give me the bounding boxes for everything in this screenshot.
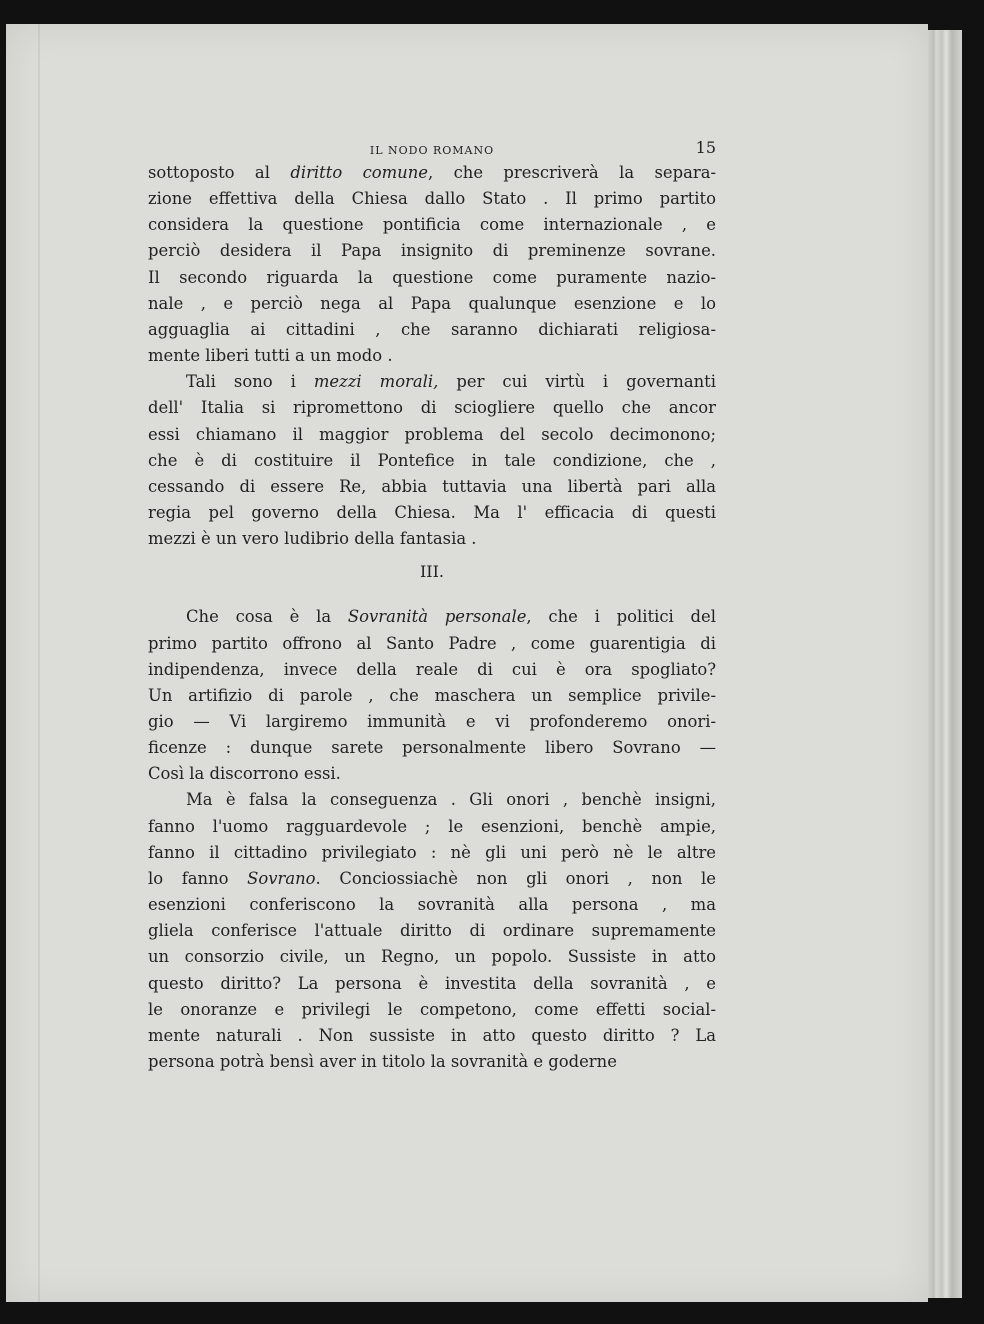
text-run: esenzioni conferiscono la sovranità alla persona , ma xyxy=(148,895,716,915)
text-line xyxy=(148,604,716,630)
text-run: agguaglia ai cittadini , che saranno dichiarati religiosa- xyxy=(148,319,716,339)
text-line xyxy=(148,369,716,395)
text-line xyxy=(148,735,716,761)
text-block xyxy=(148,138,716,1075)
text-run: dell' Italia si ripromettono di sciogliere quello che ancor xyxy=(148,398,716,418)
text-run: Tali sono i xyxy=(186,372,314,392)
text-line xyxy=(148,238,716,264)
page-number: 15 xyxy=(695,138,716,157)
paragraph xyxy=(148,604,716,787)
text-run: Così la discorrono essi. xyxy=(148,764,341,784)
text-line xyxy=(148,761,716,787)
text-line xyxy=(148,526,716,552)
text-run: questo diritto? La persona è investita della sovranità , e xyxy=(148,973,716,993)
text-line xyxy=(148,1023,716,1049)
text-run: gio — Vi largiremo immunità e vi profonderemo onori- xyxy=(148,711,716,731)
text-run: Il secondo riguarda la questione come puramente nazio- xyxy=(148,267,716,287)
text-run: lo fanno xyxy=(148,868,248,888)
text-run: , che i politici del xyxy=(526,607,716,627)
text-line xyxy=(148,814,716,840)
text-line xyxy=(148,448,716,474)
text-run: Che cosa è la xyxy=(186,607,348,627)
text-line xyxy=(148,343,716,369)
text-line xyxy=(148,291,716,317)
text-run: ficenze : dunque sarete personalmente libero Sovrano — xyxy=(148,738,716,758)
text-run: regia pel governo della Chiesa. Ma l' efficacia di questi xyxy=(148,503,716,523)
page-edges xyxy=(928,30,962,1298)
text-run: perciò desidera il Papa insignito di preminenze sovrane. xyxy=(148,241,716,261)
text-line xyxy=(148,265,716,291)
paragraph xyxy=(148,369,716,552)
text-run: . Conciossiachè non gli onori , non le xyxy=(315,868,716,888)
text-run: mente naturali . Non sussiste in atto questo diritto ? La xyxy=(148,1025,716,1045)
text-run: mente liberi tutti a un modo . xyxy=(148,346,393,366)
italic-text: mezzi morali, xyxy=(313,372,439,392)
text-run: cessando di essere Re, abbia tuttavia una libertà pari alla xyxy=(148,476,716,496)
text-line xyxy=(148,944,716,970)
text-run: primo partito offrono al Santo Padre , come guarentigia di xyxy=(148,633,716,653)
text-line xyxy=(148,500,716,526)
text-line xyxy=(148,186,716,212)
text-line xyxy=(148,683,716,709)
text-line xyxy=(148,840,716,866)
text-run: le onoranze e privilegi le competono, come effetti social- xyxy=(148,999,716,1019)
text-run: gliela conferisce l'attuale diritto di ordinare supremamente xyxy=(148,921,716,941)
text-line xyxy=(148,631,716,657)
paragraph xyxy=(148,787,716,1075)
text-line xyxy=(148,918,716,944)
page-gutter xyxy=(38,24,40,1302)
text-run: zione effettiva della Chiesa dallo Stato . Il primo partito xyxy=(148,189,716,209)
section-heading: III. xyxy=(419,562,445,582)
text-line xyxy=(148,422,716,448)
text-run: indipendenza, invece della reale di cui è ora spogliato? xyxy=(148,659,716,679)
text-line xyxy=(148,317,716,343)
italic-text: diritto comune xyxy=(290,163,428,182)
text-line xyxy=(148,474,716,500)
text-run: per cui virtù i governanti xyxy=(438,372,716,392)
text-run: che è di costituire il Pontefice in tale condizione, che , xyxy=(148,450,716,470)
text-run: sottoposto al xyxy=(148,163,291,182)
text-run: , che prescriverà la separa- xyxy=(428,163,716,182)
text-run: nale , e perciò nega al Papa qualunque esenzione e lo xyxy=(148,293,716,313)
text-line xyxy=(148,1049,716,1075)
body-bottom xyxy=(148,604,716,1075)
text-run: persona potrà bensì aver in titolo la sovranità e goderne xyxy=(148,1052,617,1071)
running-head xyxy=(148,138,716,160)
text-line xyxy=(148,971,716,997)
text-line xyxy=(148,866,716,892)
text-line xyxy=(148,657,716,683)
text-line xyxy=(148,892,716,918)
text-run: mezzi è un vero ludibrio della fantasia . xyxy=(148,529,477,549)
text-line xyxy=(148,997,716,1023)
paragraph xyxy=(148,160,716,369)
text-run: un consorzio civile, un Regno, un popolo. Sussiste in atto xyxy=(148,947,716,967)
text-line xyxy=(148,787,716,813)
text-run: fanno il cittadino privilegiato : nè gli uni però nè le altre xyxy=(148,842,716,862)
text-run: fanno l'uomo ragguardevole ; le esenzioni, benchè ampie, xyxy=(148,816,716,836)
italic-text: Sovrano xyxy=(247,868,316,888)
text-line xyxy=(148,160,716,186)
italic-text: Sovranità personale xyxy=(347,607,527,627)
text-run: essi chiamano il maggior problema del secolo decimonono; xyxy=(148,424,716,444)
text-run: Ma è falsa la conseguenza . Gli onori , benchè insigni, xyxy=(186,790,716,810)
running-title: IL NODO ROMANO xyxy=(369,144,495,157)
text-run: considera la questione pontificia come internazionale , e xyxy=(148,215,716,235)
text-run: Un artifizio di parole , che maschera un semplice privile- xyxy=(148,685,716,705)
body-top xyxy=(148,160,716,552)
text-line xyxy=(148,395,716,421)
text-line xyxy=(148,212,716,238)
text-line xyxy=(148,709,716,735)
